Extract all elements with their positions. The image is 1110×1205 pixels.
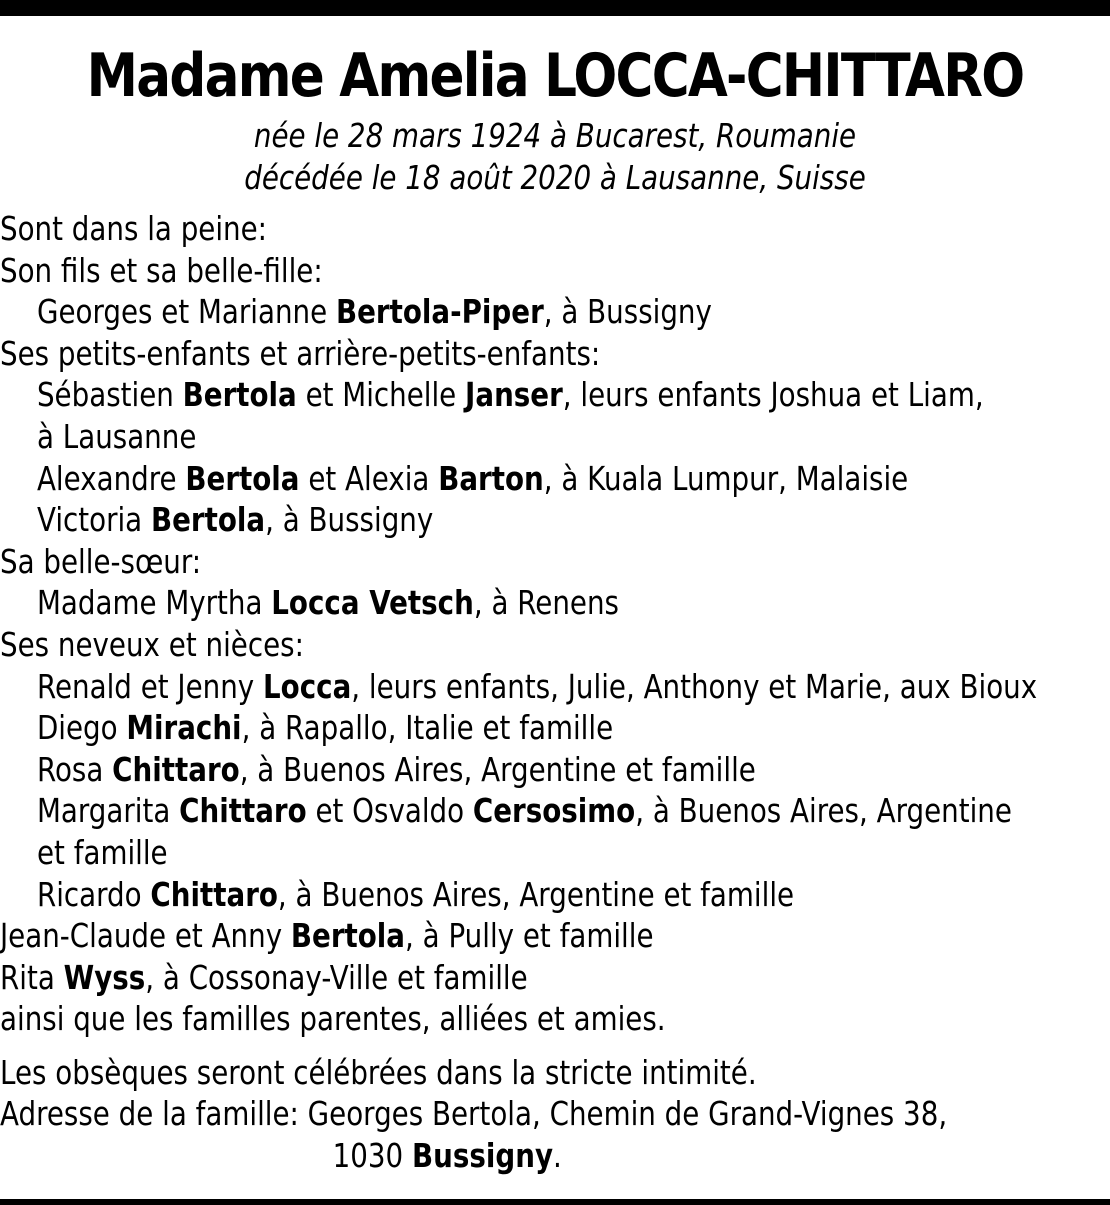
surname: Cersosimo [472,791,636,831]
closing-line: ainsi que les familles parentes, alliées et amies. [0,999,666,1039]
surname: Chittaro [112,749,240,789]
nephews-heading: Ses neveux et nièces: [0,624,304,664]
intro-line: Sont dans la peine: [0,209,268,248]
nephew-entry: Diego Mirachi, à Rapallo, Italie et famille [36,708,614,748]
surname: Janser [465,375,563,415]
top-border [0,0,1110,16]
other-mourner-entry: Jean-Claude et Anny Bertola, à Pully et famille [0,916,654,956]
bottom-border [0,1199,1110,1205]
nephew-entry: Rosa Chittaro, à Buenos Aires, Argentine et famille [36,749,756,789]
surname: Chittaro [179,791,307,831]
city-name: Bussigny [412,1136,554,1176]
nephew-entry: Ricardo Chittaro, à Buenos Aires, Argentine et famille [36,874,795,914]
sister-in-law-entry: Madame Myrtha Locca Vetsch, à Renens [36,583,619,623]
grandchild-entry: Victoria Bertola, à Bussigny [36,500,434,540]
surname: Chittaro [150,874,278,914]
birth-line: née le 28 mars 1924 à Bucarest, Roumanie [253,116,857,155]
son-heading: Son fils et sa belle-fille: [0,250,323,290]
nephew-entry: Renald et Jenny Locca, leurs enfants, Julie, Anthony et Marie, aux Bioux [36,666,1038,706]
son-entry: Georges et Marianne Bertola-Piper, à Bussigny [36,292,712,332]
deceased-name: Madame Amelia LOCCA-CHITTARO [86,41,1024,111]
surname: Mirachi [126,708,242,748]
other-mourner-entry: Rita Wyss, à Cossonay-Ville et famille [0,957,528,997]
sister-in-law-heading: Sa belle-sœur: [0,541,202,581]
surname: Bertola-Piper [336,292,544,332]
nephew-entry: Margarita Chittaro et Osvaldo Cersosimo, à Buenos Aires, Argentine [36,791,1012,831]
surname: Bertola [185,458,300,498]
family-address: Adresse de la famille: Georges Bertola, Chemin de Grand-Vignes 38, [0,1094,948,1134]
surname: Bertola [290,916,406,956]
grandchild-entry-continued: à Lausanne [36,416,197,456]
death-line: décédée le 18 août 2020 à Lausanne, Suisse [244,158,866,197]
funeral-notice: Les obsèques seront célébrées dans la stricte intimité. [0,1052,757,1092]
mourners-list [0,208,1109,1177]
surname: Wyss [63,957,146,997]
grandchild-entry: Sébastien Bertola et Michelle Janser, leurs enfants Joshua et Liam, [36,375,984,415]
surname: Locca Vetsch [271,583,474,623]
nephew-entry-continued: et famille [36,832,168,872]
family-address-city: 1030 Bussigny. [332,1136,562,1176]
surname: Barton [438,458,544,498]
surname: Locca [263,666,352,706]
surname: Bertola [150,500,266,540]
surname: Bertola [182,375,297,415]
grandchild-entry: Alexandre Bertola et Alexia Barton, à Kuala Lumpur, Malaisie [36,458,909,498]
grandchildren-heading: Ses petits-enfants et arrière-petits-enfants: [0,333,601,373]
